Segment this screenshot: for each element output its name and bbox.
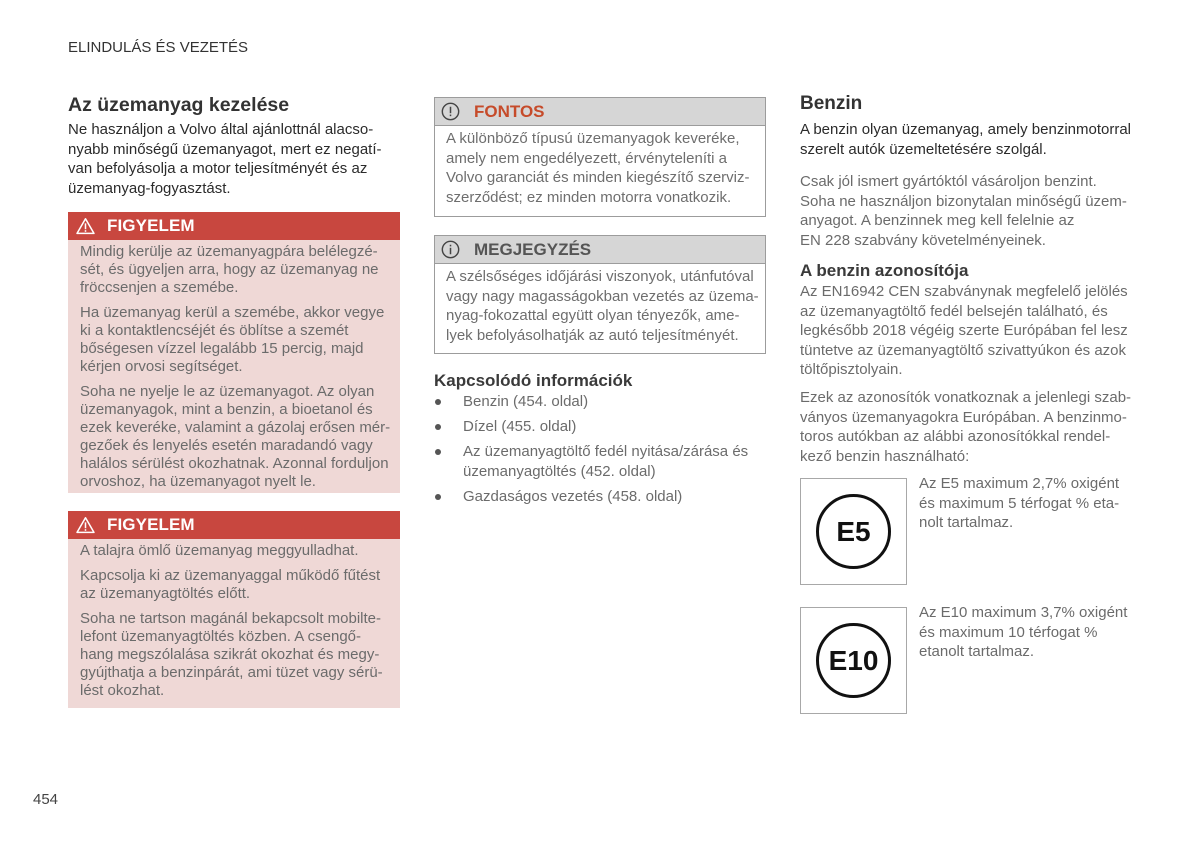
note-label: MEGJEGYZÉS (474, 239, 592, 259)
warning-paragraph: A talajra ömlő üzemanyag meggyulladhat. (80, 542, 359, 559)
important-box (434, 97, 766, 217)
fuel-handling-intro: Ne használjon a Volvo által ajánlottnál alacso- nyabb minőségű üzemanyagot, mert ez negatí- van befolyásolja a motor teljesítményét és az üzemanyag-fogyasztást. (68, 121, 382, 197)
important-label: FONTOS (474, 101, 545, 121)
petrol-paragraph-quality: Csak jól ismert gyártóktól vásároljon benzint. Soha ne használjon bizonytalan minőségű üzem- anyagot. A benzinnek meg kell felelnie az EN 228 szabvány követelményeinek. (800, 173, 1127, 249)
warning-header (68, 212, 400, 240)
warning-paragraph: Mindig kerülje az üzemanyagpára belélegzé- sét, és ügyeljen arra, hogy az üzemanyag ne fröccsenjen a szemébe. (80, 243, 379, 296)
warning-label: FIGYELEM (107, 216, 195, 235)
related-info-label: Gazdaságos vezetés (458. oldal) (463, 488, 683, 505)
petrol-paragraph-identifiers: Ezek az azonosítók vonatkoznak a jelenlegi szab- ványos üzemanyagokra Európában. A benzinmo- toros autókban az alábbi azonosítókkal rendel- kező benzin használható: (800, 389, 1132, 465)
warning-body (68, 539, 400, 700)
bullet-icon (435, 399, 441, 405)
fuel-handling-title: Az üzemanyag kezelése (68, 94, 290, 116)
bullet-icon (435, 494, 441, 500)
note-header (435, 236, 765, 264)
warning-paragraph: Soha ne tartson magánál bekapcsolt mobilte- lefont üzemanyagtöltés közben. A csengő- hang megszólalása szikrát okozhat és megy- gyújthatja a benzinpárát, ami tüzet vagy sérü- lést okozhat. (80, 610, 383, 699)
info-circle-icon (441, 240, 460, 259)
related-info-title: Kapcsolódó információk (434, 371, 633, 390)
bullet-icon (435, 424, 441, 430)
related-info-item-diesel[interactable] (434, 417, 766, 437)
warning-triangle-icon (76, 516, 95, 534)
e10-symbol: E10 (816, 623, 891, 698)
warning-body (68, 240, 400, 491)
warning-paragraph: Soha ne nyelje le az üzemanyagot. Az olyan üzemanyagok, mint a benzin, a bioetanol és ezek keveréke, valamint a gázolaj erősen mér- gezőek és lenyelés esetén maradandó vagy halálos sérülést okozhatnak. Azonnal forduljon orvoshoz, ha üzemanyagot nyelt le. (80, 383, 391, 490)
page-number: 454 (33, 791, 59, 808)
bullet-icon (435, 449, 441, 455)
important-header (435, 98, 765, 126)
warning-header (68, 511, 400, 539)
warning-box-fuel-vapour (68, 212, 400, 493)
e10-description: Az E10 maximum 3,7% oxigént és maximum 10 térfogat % etanolt tartalmaz. (919, 604, 1128, 660)
related-info-label: Benzin (454. oldal) (463, 393, 589, 410)
related-info-item-fuel-filler-flap[interactable] (434, 442, 766, 482)
petrol-intro: A benzin olyan üzemanyag, amely benzinmotorral szerelt autók üzemeltetésére szolgál. (800, 121, 1132, 158)
e5-description: Az E5 maximum 2,7% oxigént és maximum 5 térfogat % eta- nolt tartalmaz. (919, 475, 1120, 531)
warning-box-fuel-fire (68, 511, 400, 708)
petrol-title: Benzin (800, 93, 863, 114)
exclamation-circle-icon (441, 102, 460, 121)
related-info-label: Dízel (455. oldal) (463, 418, 577, 435)
note-box (434, 235, 766, 354)
e5-fuel-label-image (800, 478, 907, 585)
warning-paragraph: Ha üzemanyag kerül a szemébe, akkor vegye ki a kontaktlencséjét és öblítse a szemét bőségesen vízzel legalább 15 percig, majd kérjen orvosi segítséget. (80, 304, 385, 375)
note-text: A szélsőséges időjárási viszonyok, utánfutóval vagy nagy magasságokban vezetés az üzema- nyag-fokozattal együtt olyan tényezők, ame- lyek befolyásolhatják az autó teljesítményét. (446, 268, 759, 344)
related-info-label: Az üzemanyagtöltő fedél nyitása/zárása és üzemanyagtöltés (452. oldal) (463, 443, 749, 480)
warning-triangle-icon (76, 217, 95, 235)
related-info-list (434, 392, 766, 512)
important-text: A különböző típusú üzemanyagok keveréke, amely nem engedélyezett, érvényteleníti a Volvo garanciát és minden kiegészítő szerviz- szerződést; ez minden motorra vonatkozik. (446, 130, 750, 206)
related-info-item-petrol[interactable] (434, 392, 766, 412)
e10-fuel-label-image (800, 607, 907, 714)
petrol-identifier-title: A benzin azonosítója (800, 261, 969, 280)
petrol-paragraph-marking: Az EN16942 CEN szabványnak megfelelő jelölés az üzemanyagtöltő fedél belsején található, és legkésőbb 2018 végéig szerte Európában fel lesz tüntetve az üzemanyagtöltő szivattyúkon és azok töltőpisztolyain. (800, 283, 1128, 378)
section-title: ELINDULÁS ÉS VEZETÉS (68, 39, 249, 56)
warning-label: FIGYELEM (107, 515, 195, 534)
warning-paragraph: Kapcsolja ki az üzemanyaggal működő fűtést az üzemanyagtöltés előtt. (80, 567, 381, 602)
related-info-item-economical-driving[interactable] (434, 487, 766, 507)
e5-symbol: E5 (816, 494, 891, 569)
